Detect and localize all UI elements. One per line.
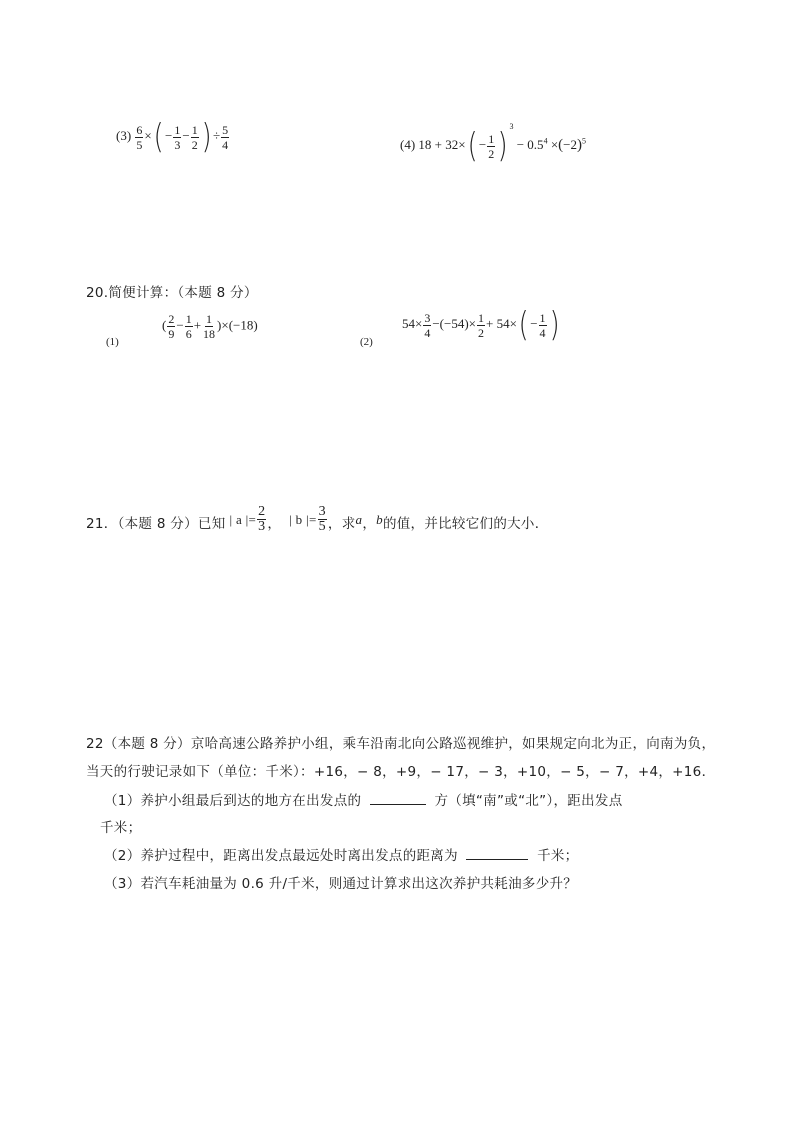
fraction: $\frac{1}{18}$ — [203, 312, 216, 341]
right-paren: ) — [497, 126, 508, 167]
q22-sub1-cont: 千米； — [100, 820, 142, 836]
q21: 21．（本题 8 分）已知 | a |= $\frac{2}{3}$ ， | b |= $\frac{3}{5}$ ，求 a ， b 的值，并比较它们的大小． — [86, 504, 549, 534]
fraction: $\frac{2}{3}$ — [258, 504, 266, 534]
fraction: $\frac{5}{4}$ — [222, 122, 229, 152]
fraction: $\frac{1}{2}$ — [191, 122, 198, 152]
q22-line1: 22（本题 8 分）京哈高速公路养护小组，乘车沿南北向公路巡视维护，如果规定向北为正，向南为负， — [86, 736, 716, 752]
fraction: $\frac{2}{9}$ — [168, 312, 175, 341]
q20-part2-label: (2) — [360, 336, 373, 348]
fraction: $\frac{1}{6}$ — [185, 312, 192, 341]
q20-part2: 54× $\frac{3}{4}$ −(−54)× $\frac{1}{2}$ + 54×( − $\frac{1}{4}$ ) — [402, 305, 560, 345]
q19-part4-label: (4) — [400, 137, 416, 152]
q22-sub3: （3）若汽车耗油量为 0.6 升/千米，则通过计算求出这次养护共耗油多少升？ — [104, 876, 578, 892]
fraction: $\frac{3}{5}$ — [318, 504, 326, 534]
left-paren: ( — [467, 126, 478, 167]
q20-part1-label: (1) — [106, 336, 119, 348]
left-paren: ( — [153, 117, 164, 157]
q19-part3: (3) $\frac{6}{5}$ ×( − $\frac{1}{3}$ − $\frac{1}{2}$ ) ÷ $\frac{5}{4}$ — [116, 117, 229, 157]
q20-part1: ( $\frac{2}{9}$ − $\frac{1}{6}$ + $\frac{1}{18}$ )×(−18) — [162, 312, 258, 341]
fraction: $\frac{1}{2}$ — [478, 310, 484, 340]
fraction: $\frac{3}{4}$ — [424, 310, 431, 340]
q19-part3-label: (3) — [116, 127, 132, 143]
fraction: $\frac{1}{4}$ — [539, 310, 546, 340]
q21-prefix: 21．（本题 8 分）已知 — [86, 516, 226, 532]
fraction: $\frac{6}{5}$ — [136, 122, 143, 152]
right-paren: ) — [201, 117, 212, 157]
q20-heading: 20.简便计算：（本题 8 分） — [86, 285, 258, 301]
answer-blank-distance[interactable] — [466, 847, 528, 860]
right-paren: ) — [549, 305, 560, 345]
left-paren: ( — [518, 305, 529, 345]
fraction: $\frac{1}{3}$ — [174, 122, 181, 152]
answer-blank-direction[interactable] — [370, 792, 426, 805]
fraction: $\frac{1}{2}$ — [488, 131, 495, 161]
q22-line2: 当天的行驶记录如下（单位：千米）：+16，− 8，+9，− 17，− 3，+10，− 5，− 7，+4，+16． — [86, 764, 716, 780]
q19-part4: (4) 18 + 32×( − $\frac{1}{2}$ ) $^3 - 0.5^4 \times(-2)^5$ — [400, 122, 586, 167]
q22-sub2: （2）养护过程中，距离出发点最远处时离出发点的距离为 千米； — [104, 848, 579, 864]
q22-sub1: （1）养护小组最后到达的地方在出发点的 方（填“南”或“北”），距出发点 — [104, 793, 623, 809]
